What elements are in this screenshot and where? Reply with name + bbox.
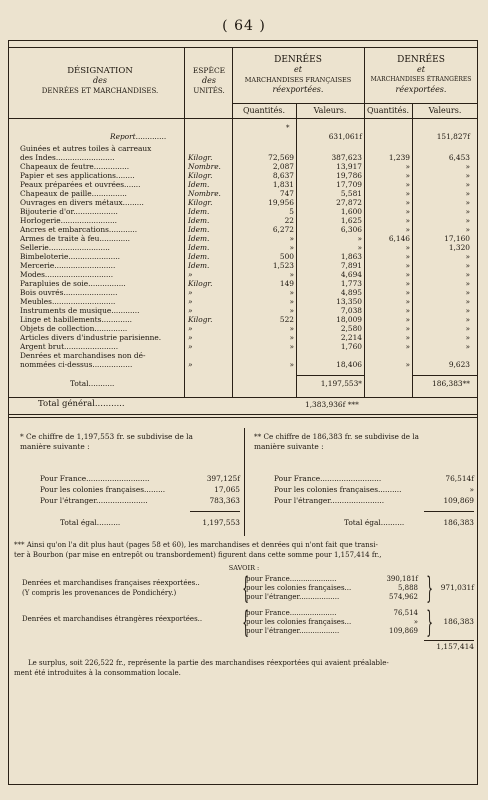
header-line: DENRÉES [397, 55, 445, 65]
table-row [0, 153, 488, 162]
item-french-quantity: 8,637 [272, 171, 294, 180]
table-row [0, 243, 488, 252]
item-foreign-quantity: » [405, 279, 410, 288]
table-row [0, 207, 488, 216]
item-french-quantity: 2,087 [272, 162, 294, 171]
item-foreign-value: 1,320 [448, 243, 470, 252]
table-row [0, 180, 488, 189]
breakdown-item-label: pour les colonies françaises... [246, 584, 352, 592]
conclusion-line: Le surplus, soit 226,522 fr., représente la partie des marchandises réexportées qui avaient préalable- [28, 659, 389, 667]
breakdown-item-label: pour l'étranger.................. [246, 627, 340, 635]
item-unit: Nombre. [188, 189, 221, 198]
item-foreign-quantity: » [405, 171, 410, 180]
brace-icon: } [426, 605, 433, 640]
header-rule [232, 103, 478, 104]
header-line: DENRÉES ET MARCHANDISES. [41, 87, 159, 95]
item-unit: Nombre. [188, 162, 221, 171]
item-foreign-quantity: 6,146 [388, 234, 410, 243]
note-one-total-value: 1,197,553 [202, 518, 240, 527]
item-french-quantity: 22 [284, 216, 294, 225]
item-foreign-quantity: » [405, 189, 410, 198]
breakdown-item-value: 5,888 [397, 584, 418, 592]
item-designation: Papier et ses applications........ [20, 171, 135, 180]
note-line: ter à Bourbon (par mise en entrepôt ou transbordement) figurent dans cette somme pour 1,157,414 fr., [14, 551, 382, 559]
item-french-quantity: 1,523 [272, 261, 294, 270]
breakdown-item-value: » [413, 618, 418, 626]
header-designation [20, 66, 180, 96]
item-foreign-value: » [465, 261, 470, 270]
item-foreign-quantity: » [405, 315, 410, 324]
total-general-row [0, 400, 488, 409]
item-french-quantity: 1,831 [272, 180, 294, 189]
brace-icon: { [242, 571, 249, 606]
item-french-value: 19,786 [336, 171, 362, 180]
page-number: ( 64 ) [222, 18, 266, 34]
item-unit: » [188, 360, 193, 369]
header-line: et [294, 65, 302, 74]
table-row [0, 171, 488, 180]
table-row [0, 189, 488, 198]
item-unit: » [188, 342, 193, 351]
breakdown-label: Denrées et marchandises françaises réexportées.. [22, 579, 200, 587]
item-foreign-value: » [465, 198, 470, 207]
table-row [0, 297, 488, 306]
item-unit: » [188, 270, 193, 279]
item-designation: Mercerie.......................... [20, 261, 116, 270]
item-designation: Ouvrages en divers métaux......... [20, 198, 144, 207]
note-line: manière suivante : [20, 442, 90, 451]
item-foreign-quantity: » [405, 243, 410, 252]
conclusion [14, 658, 476, 678]
item-unit: Idem. [188, 261, 210, 270]
item-foreign-quantity: » [405, 225, 410, 234]
item-foreign-quantity: » [405, 360, 410, 369]
breakdown-item-label: pour France..................... [246, 575, 337, 583]
item-foreign-quantity: » [405, 261, 410, 270]
total-french: 1,197,553* [320, 379, 362, 388]
header-line: UNITÉS. [193, 87, 225, 95]
item-designation: Meubles........................... [20, 297, 116, 306]
item-foreign-value: » [465, 306, 470, 315]
table-row [0, 279, 488, 288]
item-designation: Chapeaux de paille............... [20, 189, 127, 198]
total-rule [296, 375, 364, 376]
header-quantites-foreign: Quantités. [366, 106, 409, 115]
item-foreign-value: » [465, 270, 470, 279]
item-french-value: 7,891 [340, 261, 362, 270]
header-line: et [417, 65, 425, 74]
note-item-value: 17,065 [214, 485, 240, 494]
item-unit: Kilogr. [188, 198, 213, 207]
note-one-total-label: Total égal.......... [60, 518, 121, 527]
item-french-quantity: » [289, 360, 294, 369]
item-french-value: 1,600 [340, 207, 362, 216]
note-item-label: Pour les colonies françaises......... [40, 485, 166, 494]
item-foreign-quantity: » [405, 342, 410, 351]
item-foreign-value: 9,623 [448, 360, 470, 369]
item-french-value: 2,580 [340, 324, 362, 333]
item-foreign-quantity: » [405, 207, 410, 216]
item-designation: Instruments de musique............ [20, 306, 140, 315]
item-foreign-value: » [465, 279, 470, 288]
note-two [254, 432, 476, 452]
item-unit: Idem. [188, 207, 210, 216]
header-french-goods [232, 55, 364, 95]
table-row [0, 198, 488, 207]
item-unit: Kilogr. [188, 279, 213, 288]
note-three [14, 540, 476, 560]
item-unit: » [188, 288, 193, 297]
item-french-value: 1,625 [340, 216, 362, 225]
item-foreign-quantity: » [405, 198, 410, 207]
item-unit: » [188, 333, 193, 342]
item-foreign-quantity: » [405, 306, 410, 315]
item-foreign-value: » [465, 333, 470, 342]
item-unit: Idem. [188, 252, 210, 261]
total-row [0, 379, 488, 388]
item-french-value: 13,917 [336, 162, 362, 171]
table-row [0, 306, 488, 315]
breakdown-item-value: 109,869 [389, 627, 418, 635]
total-rule [412, 375, 478, 376]
header-line: réexportées. [272, 85, 324, 94]
item-french-quantity: 72,569 [268, 153, 294, 162]
note-item-value: » [469, 485, 474, 494]
item-french-value: 7,038 [340, 306, 362, 315]
note-item-value: 397,125f [206, 474, 240, 483]
note-item-value: 783,363 [209, 496, 240, 505]
table-row [0, 324, 488, 333]
item-designation: Bois ouvrés....................... [20, 288, 118, 297]
table-row [0, 351, 488, 360]
table-row [0, 225, 488, 234]
table-row [0, 144, 488, 153]
item-foreign-quantity: » [405, 216, 410, 225]
total-general-value: 1,383,936f *** [305, 400, 359, 409]
header-espece [186, 66, 232, 96]
item-french-quantity: 500 [279, 252, 294, 261]
header-foreign-goods [364, 55, 478, 95]
item-french-quantity: 19,956 [268, 198, 294, 207]
item-unit: Idem. [188, 225, 210, 234]
table-row [0, 261, 488, 270]
notes-divider [244, 428, 245, 536]
breakdown-label: Denrées et marchandises étrangères réexportées.. [22, 615, 203, 623]
table-row [0, 342, 488, 351]
breakdown-item-value: 390,181f [386, 575, 418, 583]
item-foreign-value: » [465, 171, 470, 180]
item-designation: Bijouterie d'or................... [20, 207, 118, 216]
note-item-label: Pour France........................... [40, 474, 150, 483]
breakdown-rule [424, 640, 474, 641]
breakdown-item-value: 76,514 [393, 609, 418, 617]
item-unit: Kilogr. [188, 153, 213, 162]
item-foreign-value: » [465, 297, 470, 306]
breakdown-subtotal: 186,383 [443, 617, 474, 626]
item-french-value: 13,350 [336, 297, 362, 306]
item-unit: » [188, 306, 193, 315]
item-french-value: 18,406 [336, 360, 362, 369]
table-row [0, 360, 488, 369]
item-unit: Idem. [188, 216, 210, 225]
item-foreign-value: » [465, 225, 470, 234]
item-foreign-quantity: » [405, 252, 410, 261]
header-rule [8, 118, 478, 119]
savoir-label: SAVOIR : [228, 564, 260, 572]
item-foreign-value: » [465, 315, 470, 324]
item-french-value: 2,214 [340, 333, 362, 342]
breakdown-label: (Y compris les provenances de Pondichéry.) [22, 589, 177, 597]
item-unit: Idem. [188, 234, 210, 243]
item-unit: » [188, 297, 193, 306]
item-foreign-value: 17,160 [444, 234, 470, 243]
item-designation: Bimbeloterie...................... [20, 252, 121, 261]
note-item-value: 109,869 [443, 496, 474, 505]
item-foreign-quantity: 1,239 [388, 153, 410, 162]
header-rule [8, 47, 478, 48]
item-french-value: 4,895 [340, 288, 362, 297]
item-foreign-value: 6,453 [448, 153, 470, 162]
item-designation: Ancres et embarcations............ [20, 225, 138, 234]
header-line: ESPÈCE [192, 66, 226, 75]
item-french-quantity: » [289, 270, 294, 279]
report-french-value: 631,061f [328, 132, 362, 141]
header-line: des [202, 76, 216, 85]
item-unit: Kilogr. [188, 171, 213, 180]
item-designation: nommées ci-dessus................. [20, 360, 133, 369]
item-french-value: 1,863 [340, 252, 362, 261]
conclusion-line: ment été introduites à la consommation locale. [14, 669, 181, 677]
item-french-value: 1,773 [340, 279, 362, 288]
breakdown-item-label: pour les colonies françaises... [246, 618, 352, 626]
item-foreign-value: » [465, 162, 470, 171]
item-designation: Parapluies de soie................ [20, 279, 126, 288]
item-french-quantity: 149 [279, 279, 294, 288]
item-unit: Idem. [188, 180, 210, 189]
note-item-label: Pour les colonies françaises.......... [274, 485, 402, 494]
header-line: DÉSIGNATION [67, 66, 133, 76]
item-french-value: » [357, 234, 362, 243]
report-label: Report............. [110, 132, 167, 141]
note-rule [424, 511, 474, 512]
section-rule [8, 414, 478, 415]
item-french-quantity: 747 [279, 189, 294, 198]
note-item-label: Pour France.......................... [274, 474, 382, 483]
report-row [0, 132, 488, 141]
item-unit: » [188, 324, 193, 333]
total-rule [8, 397, 478, 398]
breakdown-item-label: pour l'étranger.................. [246, 593, 340, 601]
table-row [0, 288, 488, 297]
total-general-label: Total général........... [38, 399, 125, 409]
item-designation: Guinées et autres toiles à carreaux [20, 144, 152, 153]
item-french-value: 27,872 [336, 198, 362, 207]
item-french-quantity: 5 [289, 207, 294, 216]
note-item-label: Pour l'étranger...................... [40, 496, 148, 505]
item-foreign-value: » [465, 180, 470, 189]
item-french-value: 17,709 [336, 180, 362, 189]
item-designation: Articles divers d'industrie parisienne. [20, 333, 162, 342]
table-row [0, 270, 488, 279]
note-line: manière suivante : [254, 442, 324, 451]
item-foreign-quantity: » [405, 270, 410, 279]
header-valeurs-foreign: Valeurs. [428, 106, 462, 115]
item-french-quantity: » [289, 234, 294, 243]
item-french-value: 387,623 [331, 153, 362, 162]
header-line: MARCHANDISES ÉTRANGÈRES [370, 76, 472, 83]
total-foreign: 186,383** [432, 379, 470, 388]
breakdown-item-value: 574,962 [389, 593, 418, 601]
item-french-quantity: » [289, 288, 294, 297]
item-french-value: 18,009 [336, 315, 362, 324]
total-label: Total........... [70, 379, 115, 388]
item-foreign-value: » [465, 324, 470, 333]
note-rule [190, 511, 240, 512]
item-designation: des Indes......................... [20, 153, 115, 162]
note-line: ** Ce chiffre de 186,383 fr. se subdivise de la [254, 432, 419, 441]
note-item-label: Pour l'étranger....................... [274, 496, 385, 505]
item-foreign-value: » [465, 288, 470, 297]
item-designation: Peaux préparées et ouvrées....... [20, 180, 141, 189]
header-line: réexportées. [395, 85, 447, 94]
header-line: DENRÉES [274, 55, 322, 65]
note-one [20, 432, 240, 452]
item-foreign-quantity: » [405, 162, 410, 171]
item-designation: Armes de traite à feu............. [20, 234, 130, 243]
item-french-value: 5,581 [340, 189, 362, 198]
item-foreign-quantity: » [405, 297, 410, 306]
header-valeurs: Valeurs. [313, 106, 347, 115]
table-row [0, 216, 488, 225]
item-french-quantity: » [289, 324, 294, 333]
item-designation: Denrées et marchandises non dé- [20, 351, 146, 360]
header-line: des [93, 76, 107, 85]
item-foreign-quantity: » [405, 324, 410, 333]
table-row [0, 252, 488, 261]
item-unit: Kilogr. [188, 315, 213, 324]
header-line: MARCHANDISES FRANÇAISES [244, 76, 352, 84]
item-french-quantity: » [289, 342, 294, 351]
item-foreign-value: » [465, 207, 470, 216]
note-item-value: 76,514f [445, 474, 474, 483]
note-two-total-label: Total égal.......... [344, 518, 405, 527]
item-foreign-quantity: » [405, 288, 410, 297]
item-designation: Horlogerie........................ [20, 216, 117, 225]
item-foreign-value: » [465, 189, 470, 198]
note-two-total-value: 186,383 [443, 518, 474, 527]
item-french-quantity: » [289, 243, 294, 252]
item-designation: Linge et habillements............. [20, 315, 132, 324]
table-row [0, 333, 488, 342]
brace-icon: { [242, 605, 249, 640]
item-french-quantity: » [289, 306, 294, 315]
item-french-value: 1,760 [340, 342, 362, 351]
item-french-quantity: » [289, 297, 294, 306]
brace-icon: } [426, 571, 433, 606]
breakdown-item-label: pour France..................... [246, 609, 337, 617]
item-designation: Argent brut....................... [20, 342, 119, 351]
item-designation: Objets de collection.............. [20, 324, 128, 333]
item-foreign-quantity: » [405, 333, 410, 342]
table-row [0, 315, 488, 324]
breakdown-subtotal: 971,031f [440, 583, 474, 592]
item-french-quantity: 522 [279, 315, 294, 324]
report-marker: * [286, 124, 290, 132]
section-rule [8, 417, 478, 418]
note-line: * Ce chiffre de 1,197,553 fr. se subdivise de la [20, 432, 193, 441]
breakdown-total: 1,157,414 [436, 642, 474, 651]
item-french-quantity: » [289, 333, 294, 342]
item-french-value: 4,694 [340, 270, 362, 279]
report-foreign-value: 151,827f [436, 132, 470, 141]
item-french-quantity: 6,272 [272, 225, 294, 234]
table-row [0, 234, 488, 243]
item-foreign-quantity: » [405, 180, 410, 189]
header-quantites: Quantités. [242, 106, 285, 115]
item-unit: Idem. [188, 243, 210, 252]
item-foreign-value: » [465, 252, 470, 261]
table-row [0, 162, 488, 171]
item-foreign-value: » [465, 216, 470, 225]
item-designation: Sellerie.......................... [20, 243, 110, 252]
note-line: *** Ainsi qu'on l'a dit plus haut (pages 58 et 60), les marchandises et denrées qui n'ont fait que transi- [14, 541, 378, 549]
item-foreign-value: » [465, 342, 470, 351]
item-designation: Modes............................. [20, 270, 114, 279]
item-designation: Chapeaux de feutre............... [20, 162, 130, 171]
item-french-value: 6,306 [340, 225, 362, 234]
item-french-value: » [357, 243, 362, 252]
